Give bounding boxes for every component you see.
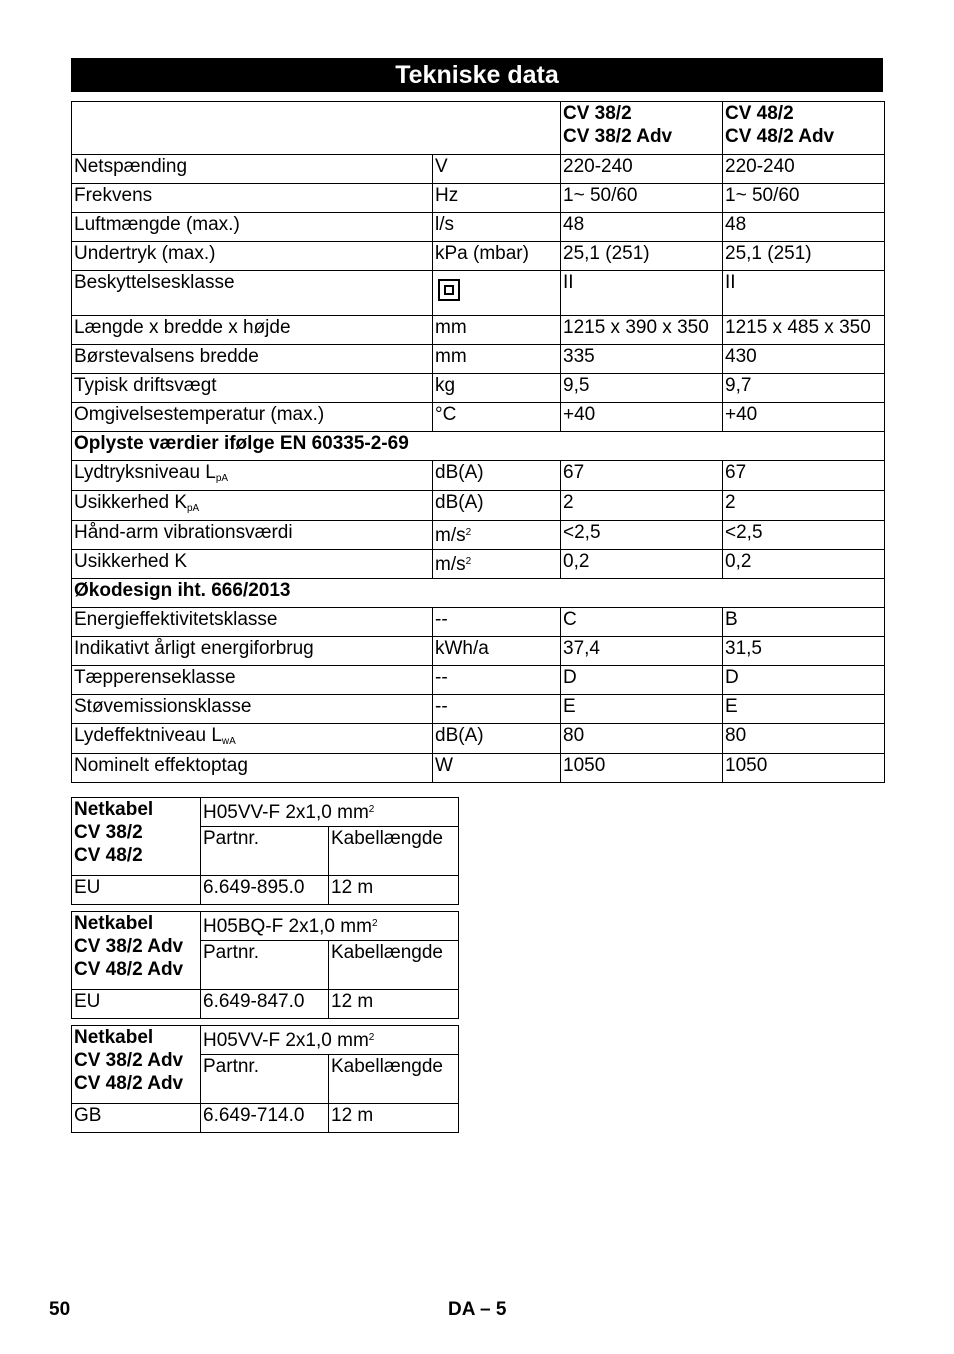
value-cv38: D <box>561 666 723 695</box>
region: EU <box>72 876 201 905</box>
value-cv48: 430 <box>723 345 885 374</box>
label-text: Omgivelsestemperatur (max.) <box>74 404 325 425</box>
row-label <box>72 374 433 403</box>
label-text: Tæpperenseklasse <box>74 667 236 688</box>
unit-text: l/s <box>435 214 454 235</box>
table-row <box>72 184 885 213</box>
row-unit <box>433 271 561 316</box>
partnr-label: Partnr. <box>201 941 329 990</box>
row-label <box>72 345 433 374</box>
table-row <box>72 666 885 695</box>
value-cv38: 1~ 50/60 <box>561 184 723 213</box>
table-row <box>72 1104 459 1133</box>
region: EU <box>72 990 201 1019</box>
value-cv48: B <box>723 608 885 637</box>
value-cv38: C <box>561 608 723 637</box>
label-text: Luftmængde (max.) <box>74 214 240 235</box>
power-cable-table <box>71 911 459 1019</box>
section-heading: Økodesign iht. 666/2013 <box>72 579 885 608</box>
table-row <box>72 242 885 271</box>
row-label <box>72 754 433 783</box>
table-header-row <box>72 102 885 155</box>
label-subscript: pA <box>187 503 200 514</box>
length-label: Kabellængde <box>329 1055 459 1104</box>
table-row <box>72 155 885 184</box>
value-cv48: 9,7 <box>723 374 885 403</box>
unit-superscript: 2 <box>465 556 472 567</box>
row-unit <box>433 754 561 783</box>
length-label: Kabellængde <box>329 827 459 876</box>
label-text: Støvemissionsklasse <box>74 696 252 717</box>
row-label <box>72 550 433 579</box>
value-cv48: 67 <box>723 461 885 491</box>
unit-text: -- <box>435 609 448 630</box>
row-label <box>72 403 433 432</box>
cable-type: H05VV-F 2x1,0 $mm^2$ <box>201 798 459 827</box>
unit-text: dB(A) <box>435 492 484 513</box>
length: 12 m <box>329 990 459 1019</box>
row-label <box>72 155 433 184</box>
unit-text: kWh/a <box>435 638 489 659</box>
label-subscript: pA <box>215 473 229 484</box>
label-text: Typisk driftsvægt <box>74 375 217 396</box>
value-cv48: 1215 x 485 x 350 <box>723 316 885 345</box>
unit-text: m/s <box>435 525 466 546</box>
table-row <box>72 1026 459 1055</box>
value-cv48: 25,1 (251) <box>723 242 885 271</box>
label-text: Lydeffektniveau L <box>74 725 222 746</box>
row-label <box>72 666 433 695</box>
table-row <box>72 461 885 491</box>
row-unit <box>433 184 561 213</box>
value-cv38: <2,5 <box>561 521 723 550</box>
unit-text: Hz <box>435 185 459 206</box>
table-row <box>72 550 885 579</box>
cable-type: H05VV-F 2x1,0 $mm^2$ <box>201 1026 459 1055</box>
unit-text: V <box>435 156 448 177</box>
value-cv38: 80 <box>561 724 723 754</box>
row-label <box>72 724 433 754</box>
value-cv38: 1050 <box>561 754 723 783</box>
row-label <box>72 316 433 345</box>
table-row <box>72 876 459 905</box>
value-cv48: 1050 <box>723 754 885 783</box>
label-text: Usikkerhed K <box>74 551 187 572</box>
unit-text: m/s <box>435 554 466 575</box>
page-title: Tekniske data <box>71 58 883 92</box>
row-unit <box>433 374 561 403</box>
row-unit <box>433 550 561 579</box>
unit-text: mm <box>435 317 467 338</box>
row-label <box>72 637 433 666</box>
label-text: Usikkerhed K <box>74 492 187 513</box>
value-cv48: D <box>723 666 885 695</box>
model-header-cv48: CV 48/2 CV 48/2 Adv <box>723 102 885 155</box>
page-number: 50 <box>49 1299 71 1320</box>
table-row <box>72 316 885 345</box>
section-en-values <box>72 432 885 461</box>
row-label <box>72 695 433 724</box>
label-text: Indikativt årligt energiforbrug <box>74 638 314 659</box>
value-cv38: 0,2 <box>561 550 723 579</box>
row-unit <box>433 345 561 374</box>
table-row <box>72 608 885 637</box>
value-cv48: E <box>723 695 885 724</box>
row-unit <box>433 521 561 550</box>
cable-type: H05BQ-F 2x1,0 $mm^2$ <box>201 912 459 941</box>
row-unit <box>433 213 561 242</box>
technical-data-table <box>71 101 885 783</box>
table-row <box>72 754 885 783</box>
row-label: Beskyttelsesklasse <box>72 271 433 316</box>
partnr: 6.649-895.0 <box>201 876 329 905</box>
label-text: Frekvens <box>74 185 153 206</box>
row-label <box>72 491 433 521</box>
table-row-protection <box>72 271 885 316</box>
label-text: Undertryk (max.) <box>74 243 216 264</box>
row-label <box>72 242 433 271</box>
value-cv38: +40 <box>561 403 723 432</box>
table-row <box>72 213 885 242</box>
partnr: 6.649-714.0 <box>201 1104 329 1133</box>
value-cv38: 335 <box>561 345 723 374</box>
unit-text: -- <box>435 696 448 717</box>
row-label <box>72 184 433 213</box>
partnr-label: Partnr. <box>201 1055 329 1104</box>
value-cv48: II <box>723 271 885 316</box>
section-ecodesign <box>72 579 885 608</box>
row-unit <box>433 461 561 491</box>
unit-text: °C <box>435 404 457 425</box>
value-cv48: 0,2 <box>723 550 885 579</box>
value-cv48: 48 <box>723 213 885 242</box>
label-text: Lydtryksniveau L <box>74 462 216 483</box>
length: 12 m <box>329 876 459 905</box>
value-cv48: 31,5 <box>723 637 885 666</box>
row-unit <box>433 724 561 754</box>
value-cv38: 1215 x 390 x 350 <box>561 316 723 345</box>
table-row <box>72 491 885 521</box>
value-cv38: 48 <box>561 213 723 242</box>
unit-text: W <box>435 755 453 776</box>
model-header-cv38: CV 38/2 CV 38/2 Adv <box>561 102 723 155</box>
value-cv38: II <box>561 271 723 316</box>
unit-text: dB(A) <box>435 725 484 746</box>
cable-name: Netkabel CV 38/2 CV 48/2 <box>72 798 201 876</box>
table-row <box>72 990 459 1019</box>
table-row <box>72 374 885 403</box>
row-unit <box>433 491 561 521</box>
cable-name: Netkabel CV 38/2 Adv CV 48/2 Adv <box>72 912 201 990</box>
value-cv38: 25,1 (251) <box>561 242 723 271</box>
protection-class-ii-icon <box>438 279 460 301</box>
value-cv48: 220-240 <box>723 155 885 184</box>
label-text: Hånd-arm vibrationsværdi <box>74 522 293 543</box>
table-row <box>72 912 459 941</box>
value-cv48: +40 <box>723 403 885 432</box>
value-cv38: 220-240 <box>561 155 723 184</box>
partnr: 6.649-847.0 <box>201 990 329 1019</box>
row-unit <box>433 242 561 271</box>
label-text: Børstevalsens bredde <box>74 346 259 367</box>
unit-superscript: 2 <box>465 527 472 538</box>
empty-header-cell <box>72 102 561 155</box>
power-cable-table <box>71 1025 459 1133</box>
partnr-label: Partnr. <box>201 827 329 876</box>
label-subscript: wA <box>221 736 236 747</box>
table-row <box>72 403 885 432</box>
label-text: Energieffektivitetsklasse <box>74 609 278 630</box>
unit-text: -- <box>435 667 448 688</box>
row-label <box>72 461 433 491</box>
section-label: DA – 5 <box>448 1299 507 1320</box>
row-label <box>72 213 433 242</box>
cable-name: Netkabel CV 38/2 Adv CV 48/2 Adv <box>72 1026 201 1104</box>
table-row <box>72 695 885 724</box>
row-unit <box>433 666 561 695</box>
value-cv48: <2,5 <box>723 521 885 550</box>
region: GB <box>72 1104 201 1133</box>
value-cv38: E <box>561 695 723 724</box>
power-cable-table <box>71 797 459 905</box>
label-text: Længde x bredde x højde <box>74 317 291 338</box>
row-unit <box>433 637 561 666</box>
value-cv38: 2 <box>561 491 723 521</box>
row-label <box>72 608 433 637</box>
row-unit <box>433 695 561 724</box>
unit-text: kg <box>435 375 456 396</box>
table-row <box>72 637 885 666</box>
value-cv38: 67 <box>561 461 723 491</box>
label-text: Netspænding <box>74 156 188 177</box>
unit-text: kPa (mbar) <box>435 243 529 264</box>
table-row <box>72 798 459 827</box>
length-label: Kabellængde <box>329 941 459 990</box>
table-row <box>72 724 885 754</box>
unit-text: dB(A) <box>435 462 484 483</box>
row-label <box>72 521 433 550</box>
row-unit <box>433 316 561 345</box>
table-row <box>72 521 885 550</box>
value-cv38: 9,5 <box>561 374 723 403</box>
value-cv38: 37,4 <box>561 637 723 666</box>
table-row <box>72 345 885 374</box>
length: 12 m <box>329 1104 459 1133</box>
section-heading: Oplyste værdier ifølge EN 60335-2-69 <box>72 432 885 461</box>
value-cv48: 2 <box>723 491 885 521</box>
label-text: Nominelt effektoptag <box>74 755 248 776</box>
value-cv48: 1~ 50/60 <box>723 184 885 213</box>
row-unit <box>433 608 561 637</box>
value-cv48: 80 <box>723 724 885 754</box>
row-unit <box>433 403 561 432</box>
unit-text: mm <box>435 346 467 367</box>
row-unit <box>433 155 561 184</box>
